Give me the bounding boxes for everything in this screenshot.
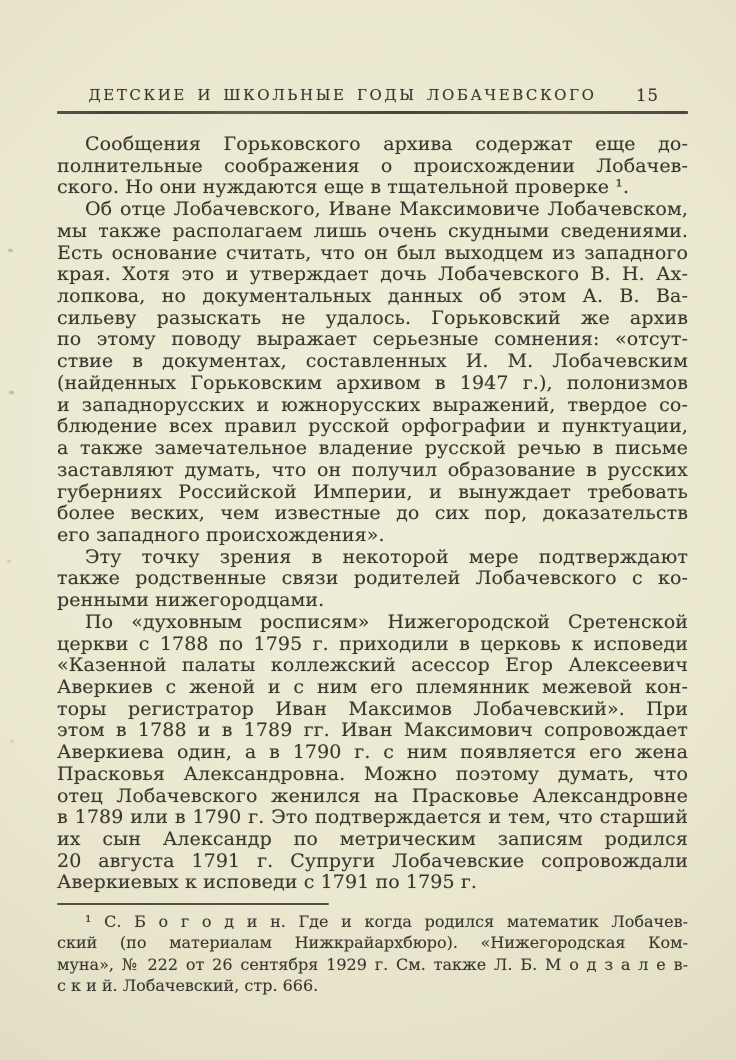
text-line: также родственные связи родителей Лобачевского с ко- (57, 567, 688, 590)
text-line: лопкова, но документальных данных об этом А. В. Ва- (57, 285, 688, 308)
text-line: ствие в документах, составленных И. М. Лобачевским (57, 350, 688, 373)
text-line: церкви с 1788 по 1795 г. приходили в церковь к исповеди (57, 632, 688, 655)
running-head-title: ДЕТСКИЕ И ШКОЛЬНЫЕ ГОДЫ ЛОБАЧЕВСКОГО (88, 86, 597, 104)
text-line: по этому поводу выражает серьезные сомнения: «отсут- (57, 328, 688, 351)
text-line: сильеву разыскать не удалось. Горьковский же архив (57, 306, 688, 329)
text-line: его западного происхождения». (57, 523, 385, 546)
text-line: ренными нижегородцами. (57, 589, 325, 612)
text-line: губерниях Российской Империи, и вынуждает требовать (57, 480, 688, 503)
text-line: этом в 1788 и в 1789 гг. Иван Максимович сопровождает (57, 719, 688, 742)
text-line: полнительные соображения о происхождении Лобачев- (57, 154, 688, 177)
scan-speck (7, 560, 11, 563)
text-line: «Казенной палаты коллежский асессор Егор Алексеевич (57, 654, 688, 677)
text-line: их сын Александр по метрическим записям родился (57, 828, 688, 850)
page-number: 15 (636, 86, 659, 105)
text-line: (найденных Горьковским архивом в 1947 г.), полонизмов (57, 371, 688, 394)
scan-speck (9, 391, 14, 394)
text-line: Сообщения Горьковского архива содержат еще до- (85, 133, 688, 155)
text-line: отец Лобачевского женился на Прасковье Александровне (57, 784, 688, 807)
text-line: а также замечательное владение русской речью в письме (57, 437, 688, 460)
text-line: ского. Но они нуждаются еще в тщательной проверке ¹. (57, 176, 630, 199)
running-head (57, 86, 688, 106)
footnote (57, 911, 688, 996)
text-line: и западнорусских и южнорусских выражений, твердое со- (57, 393, 688, 416)
text-line: мы также располагаем лишь очень скудными сведениями. (57, 219, 688, 242)
text-line: Об отце Лобачевского, Иване Максимовиче Лобачевском, (85, 198, 688, 221)
text-line: более веских, чем известные до сих пор, доказательств (57, 502, 688, 525)
header-rule (57, 111, 688, 114)
text-line: в 1789 или в 1790 г. Это подтверждается и тем, что старший (57, 806, 688, 829)
text-line: заставляют думать, что он получил образование в русских (57, 458, 688, 481)
footnote-line: муна», № 222 от 26 сентября 1929 г. См. также Л. Б. М о д з а л е в- (57, 954, 688, 974)
footnote-line: ¹ С. Б о г о д и н. Где и когда родился математик Лобачев- (85, 912, 688, 931)
footnote-rule (57, 903, 329, 905)
scan-speck (8, 249, 13, 252)
text-line: Есть основание считать, что он был выходцем из западного (57, 241, 688, 264)
text-line: Эту точку зрения в некоторой мере подтверждают (85, 545, 688, 568)
text-line: По «духовным росписям» Нижегородской Сретенской (85, 610, 688, 633)
text-line: края. Хотя это и утверждает дочь Лобачевского В. Н. Ах- (57, 263, 688, 286)
text-line: торы регистратор Иван Максимов Лобачевский». При (57, 697, 688, 720)
text-line: Аверкиевых к исповеди с 1791 по 1795 г. (57, 871, 478, 894)
text-line: Прасковья Александровна. Можно поэтому думать, что (57, 762, 688, 785)
footnote-line: ский (по материалам Нижкрайархбюро). «Нижегородская Ком- (57, 933, 688, 953)
text-line: Аверкиева один, а в 1790 г. с ним появляется его жена (57, 741, 688, 764)
scan-speck (423, 225, 427, 228)
scan-speck (10, 740, 14, 743)
text-line: Аверкиев с женой и с ним его племянник межевой кон- (57, 675, 688, 698)
text-line: 20 августа 1791 г. Супруги Лобачевские сопровождали (57, 849, 688, 872)
footnote-line: с к и й. Лобачевский, стр. 666. (57, 975, 319, 995)
text-line: блюдение всех правил русской орфографии и пунктуации, (57, 415, 688, 438)
main-text (57, 134, 688, 894)
